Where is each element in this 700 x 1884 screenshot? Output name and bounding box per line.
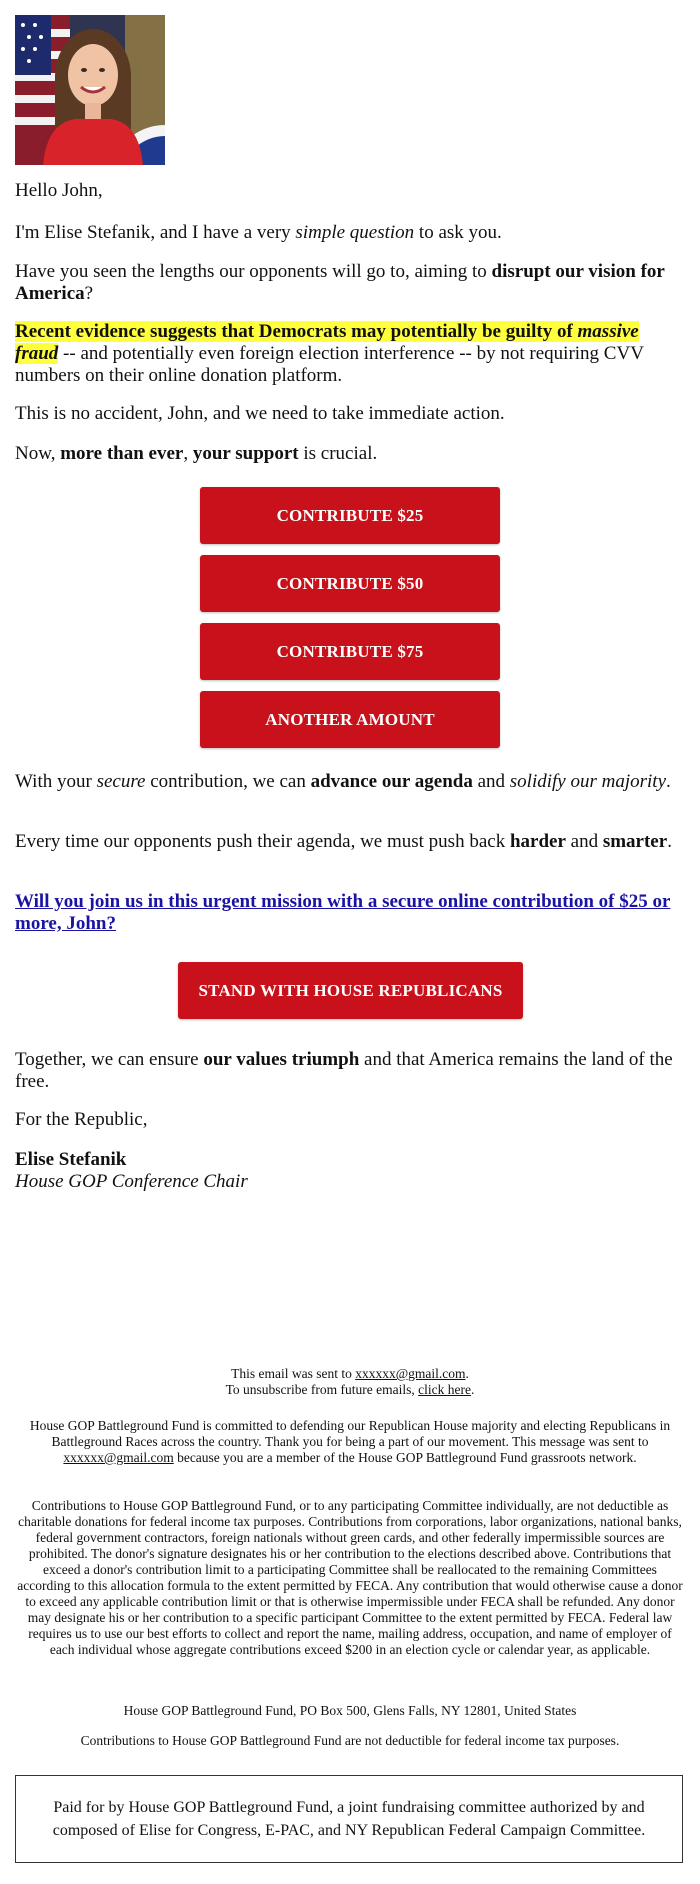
push-paragraph xyxy=(15,831,685,853)
mission-paragraph xyxy=(15,891,685,935)
footer-sent-text: This email was sent to xyxy=(231,1366,356,1381)
footer-not-deductible: Contributions to House GOP Battleground Fund are not deductible for federal income tax purposes. xyxy=(80,1733,620,1748)
contribute-75-button[interactable]: CONTRIBUTE $75 xyxy=(200,623,500,680)
footer-email-link[interactable]: xxxxxx@gmail.com xyxy=(355,1366,466,1381)
signature-title: House GOP Conference Chair xyxy=(15,1171,248,1192)
push-text-mid: and xyxy=(565,831,603,852)
together-text: Together, we can ensure xyxy=(15,1049,204,1070)
paid-for-by-box xyxy=(15,1775,683,1863)
footer-mission-text-end: because you are a member of the House GOP Battleground Fund grassroots network. xyxy=(173,1450,637,1465)
mission-contribution-link[interactable]: Will you join us in this urgent mission with a secure online contribution of $25 or more, John? xyxy=(15,891,671,934)
together-paragraph xyxy=(15,1049,685,1093)
secure-text-1: With your xyxy=(15,771,97,792)
push-text: Every time our opponents push their agenda, we must push back xyxy=(15,831,510,852)
push-text-end: . xyxy=(667,831,672,852)
support-text: Now, xyxy=(15,443,61,464)
signature-block xyxy=(15,1149,685,1193)
push-strong-2: smarter xyxy=(602,831,668,852)
secure-paragraph xyxy=(15,771,685,793)
footer-sent-to xyxy=(15,1366,685,1398)
intro-text-end: to ask you. xyxy=(414,222,502,243)
support-paragraph xyxy=(15,443,685,465)
push-strong-1: harder xyxy=(509,831,566,852)
intro-emphasis: simple question xyxy=(295,222,415,243)
footer-legal-disclaimer: Contributions to House GOP Battleground Fund, or to any participating Committee individually, are not deductible as charitable donations for federal income tax purposes. Contributions from corporations, labor organizations, national banks, federal government contractors, foreign nationals without green cards, and other federally impermissible sources are prohibited. The donor's signature designates his or her contribution to the elections described above. Contributions that exceed a donor's contribution limit to a participating Committee shall be reallocated to the remaining Committees according to this allocation formula to the extent permitted by FECA. Any contribution that would otherwise cause a donor to exceed any applicable contribution limit or that is otherwise impermissible under FECA shall be refunded. Any donor may designate his or her contribution to a specific participant Committee to the extent permitted by FECA. Federal law requires us to use our best efforts to collect and report the name, mailing address, occupation, and name of employer of each individual whose aggregate contributions exceed $200 in an election cycle or calendar year, as applicable. xyxy=(17,1498,683,1657)
evidence-paragraph xyxy=(15,321,685,387)
evidence-highlight-italic: massive fraud xyxy=(15,321,639,364)
intro-text: I'm Elise Stefanik, and I have a very xyxy=(15,222,296,243)
evidence-highlight: Recent evidence suggests that Democrats may potentially be guilty of xyxy=(15,321,578,342)
portrait-photo xyxy=(15,15,165,165)
secure-text-4: . xyxy=(666,771,671,792)
together-strong: our values triumph xyxy=(203,1049,360,1070)
support-text-mid: , xyxy=(183,443,193,464)
footer-unsubscribe-suffix: . xyxy=(470,1382,475,1397)
another-amount-button[interactable]: ANOTHER AMOUNT xyxy=(200,691,500,748)
contribute-25-button[interactable]: CONTRIBUTE $25 xyxy=(200,487,500,544)
stand-with-house-republicans-button[interactable]: STAND WITH HOUSE REPUBLICANS xyxy=(178,962,523,1019)
evidence-text: -- and potentially even foreign election interference -- by not requiring CVV numbers on their online donation platform. xyxy=(15,343,644,386)
closing-text: For the Republic, xyxy=(15,1109,148,1130)
footer-mission-email-link[interactable]: xxxxxx@gmail.com xyxy=(63,1450,174,1465)
footer-sent-suffix: . xyxy=(465,1366,469,1381)
paid-for-by-text: Paid for by House GOP Battleground Fund, a joint fundraising committee authorized by and composed of Elise for Congress, E-PAC, and NY Republican Federal Campaign Committee. xyxy=(52,1799,646,1839)
intro-paragraph xyxy=(15,222,685,244)
secure-strong: advance our agenda xyxy=(310,771,473,792)
support-strong-2: your support xyxy=(192,443,299,464)
unsubscribe-link[interactable]: click here xyxy=(418,1382,471,1397)
question-strong: disrupt our vision for America xyxy=(15,261,665,304)
greeting-text: Hello John, xyxy=(15,180,103,201)
secure-text-2: contribution, we can xyxy=(145,771,311,792)
signature-name: Elise Stefanik xyxy=(15,1149,127,1170)
question-text: Have you seen the lengths our opponents will go to, aiming to xyxy=(15,261,492,282)
footer-unsubscribe-text: To unsubscribe from future emails, xyxy=(225,1382,419,1397)
support-text-end: is crucial. xyxy=(298,443,378,464)
footer-mission xyxy=(15,1418,685,1466)
footer-address: House GOP Battleground Fund, PO Box 500, Glens Falls, NY 12801, United States xyxy=(123,1703,577,1718)
question-paragraph xyxy=(15,261,685,305)
question-text-end: ? xyxy=(84,283,94,304)
secure-emphasis-2: solidify our majority xyxy=(509,771,667,792)
secure-text-3: and xyxy=(472,771,510,792)
contribute-50-button[interactable]: CONTRIBUTE $50 xyxy=(200,555,500,612)
support-strong-1: more than ever xyxy=(60,443,184,464)
secure-emphasis-1: secure xyxy=(96,771,146,792)
together-text-end: and that America remains the land of the free. xyxy=(15,1049,673,1092)
accident-paragraph: This is no accident, John, and we need to take immediate action. xyxy=(15,403,505,424)
footer-mission-text: House GOP Battleground Fund is committed to defending our Republican House majority and electing Republicans in Battleground Races across the country. Thank you for being a part of our movement. This message was sent to xyxy=(29,1418,671,1449)
